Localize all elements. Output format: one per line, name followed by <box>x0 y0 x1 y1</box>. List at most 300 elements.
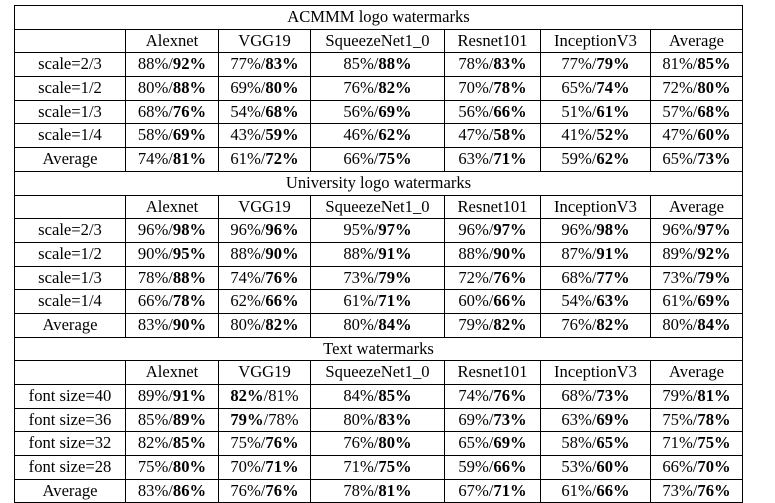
value-after: 81% <box>268 386 299 406</box>
table-row <box>15 456 743 480</box>
table-row <box>15 266 743 290</box>
value-after: 92% <box>697 243 731 263</box>
column-header: InceptionV3 <box>541 361 651 385</box>
value-after: 66% <box>493 101 527 121</box>
value-after: 65% <box>596 433 630 453</box>
table-cell <box>445 313 541 337</box>
value-separator: / <box>692 243 698 263</box>
value-separator: / <box>168 220 173 240</box>
value-before: 61% <box>561 480 592 500</box>
table-cell <box>311 290 445 314</box>
table-cell <box>651 77 743 101</box>
value-before: 47% <box>458 125 489 145</box>
value-after: 91% <box>172 386 207 406</box>
value-before: 68% <box>137 101 169 121</box>
table-cell <box>651 313 743 337</box>
value-before: 68% <box>561 267 592 287</box>
value-before: 79% <box>662 386 693 406</box>
value-after: 75% <box>378 149 412 169</box>
table-cell <box>651 456 743 480</box>
value-after: 83% <box>265 54 299 74</box>
value-separator: / <box>168 243 173 263</box>
value-before: 89% <box>662 243 693 263</box>
table-cell <box>651 124 743 148</box>
value-before: 66% <box>662 457 693 477</box>
value-before: 96% <box>230 220 261 240</box>
value-after: 91% <box>596 243 630 263</box>
value-after: 78% <box>268 409 299 429</box>
value-after: 60% <box>697 125 731 145</box>
value-separator: / <box>692 433 698 453</box>
table-cell <box>541 219 651 243</box>
value-separator: / <box>373 314 379 334</box>
value-separator: / <box>591 409 597 429</box>
value-separator: / <box>168 267 173 287</box>
value-after: 90% <box>265 243 299 263</box>
table-row <box>15 148 743 172</box>
value-separator: / <box>591 78 597 98</box>
table-cell <box>651 148 743 172</box>
table-cell <box>445 53 541 77</box>
table-cell <box>311 385 445 409</box>
table-cell <box>219 219 311 243</box>
table-cell <box>126 385 219 409</box>
value-after: 81% <box>378 480 412 500</box>
table-cell <box>445 242 541 266</box>
table-cell <box>126 242 219 266</box>
table-cell <box>311 242 445 266</box>
table-cell <box>651 479 743 503</box>
column-header: Resnet101 <box>445 361 541 385</box>
table-cell <box>126 266 219 290</box>
value-after: 66% <box>493 291 527 311</box>
value-before: 88% <box>343 243 374 263</box>
value-after: 79% <box>596 54 630 74</box>
table-cell <box>311 313 445 337</box>
table-cell <box>126 148 219 172</box>
value-after: 98% <box>172 220 207 240</box>
value-before: 77% <box>561 54 592 74</box>
table-cell <box>541 266 651 290</box>
table-cell <box>445 266 541 290</box>
value-after: 61% <box>596 101 630 121</box>
value-separator: / <box>168 291 173 311</box>
table-cell <box>311 456 445 480</box>
value-after: 68% <box>265 101 299 121</box>
table-row <box>15 77 743 101</box>
value-before: 68% <box>561 386 592 406</box>
value-before: 79% <box>230 409 264 429</box>
value-separator: / <box>692 78 698 98</box>
value-after: 69% <box>378 101 412 121</box>
value-before: 66% <box>137 291 169 311</box>
value-before: 62% <box>230 291 261 311</box>
table-cell <box>219 290 311 314</box>
table-cell <box>541 432 651 456</box>
table-cell <box>651 385 743 409</box>
value-before: 85% <box>343 54 374 74</box>
value-after: 80% <box>697 78 731 98</box>
value-separator: / <box>692 149 698 169</box>
value-before: 95% <box>343 220 374 240</box>
value-after: 96% <box>265 220 299 240</box>
value-after: 80% <box>378 433 412 453</box>
value-after: 69% <box>596 409 630 429</box>
value-after: 71% <box>265 457 299 477</box>
value-before: 65% <box>458 433 489 453</box>
section-title-row <box>15 337 743 361</box>
value-after: 81% <box>172 149 207 169</box>
value-after: 84% <box>697 314 731 334</box>
row-label: scale=2/3 <box>15 219 126 243</box>
column-header: Resnet101 <box>445 195 541 219</box>
value-separator: / <box>692 457 698 477</box>
value-after: 69% <box>697 291 731 311</box>
value-after: 60% <box>596 457 630 477</box>
value-before: 54% <box>561 291 592 311</box>
value-separator: / <box>692 101 698 121</box>
table-cell <box>445 290 541 314</box>
value-separator: / <box>591 220 597 240</box>
table-cell <box>126 313 219 337</box>
value-after: 80% <box>172 457 207 477</box>
value-separator: / <box>591 386 597 406</box>
value-before: 88% <box>230 243 261 263</box>
value-after: 88% <box>172 78 207 98</box>
value-before: 72% <box>458 267 489 287</box>
value-after: 69% <box>172 125 207 145</box>
column-header: SqueezeNet1_0 <box>311 29 445 53</box>
value-separator: / <box>488 125 494 145</box>
value-before: 59% <box>561 149 592 169</box>
value-after: 63% <box>596 291 630 311</box>
row-label: scale=2/3 <box>15 53 126 77</box>
row-label: scale=1/4 <box>15 124 126 148</box>
section-title-row <box>15 6 743 30</box>
table-cell <box>311 219 445 243</box>
value-before: 76% <box>343 433 374 453</box>
value-before: 80% <box>343 314 374 334</box>
value-after: 86% <box>172 480 207 500</box>
value-separator: / <box>373 291 379 311</box>
value-separator: / <box>373 125 379 145</box>
value-after: 79% <box>378 267 412 287</box>
value-before: 70% <box>230 457 261 477</box>
value-before: 70% <box>458 78 489 98</box>
value-before: 72% <box>662 78 693 98</box>
table-cell <box>219 124 311 148</box>
value-after: 88% <box>378 54 412 74</box>
value-after: 76% <box>697 480 731 500</box>
value-separator: / <box>488 291 494 311</box>
value-separator: / <box>168 409 173 429</box>
value-after: 70% <box>697 457 731 477</box>
row-label: Average <box>15 479 126 503</box>
table-cell <box>651 432 743 456</box>
value-before: 79% <box>458 314 489 334</box>
table-cell <box>311 148 445 172</box>
value-separator: / <box>373 243 379 263</box>
value-after: 75% <box>378 457 412 477</box>
value-separator: / <box>263 386 269 406</box>
value-after: 90% <box>172 314 207 334</box>
table-cell <box>311 53 445 77</box>
table-cell <box>651 266 743 290</box>
row-label: font size=40 <box>15 385 126 409</box>
value-before: 60% <box>458 291 489 311</box>
value-before: 41% <box>561 125 592 145</box>
table-cell <box>219 53 311 77</box>
table-cell <box>651 100 743 124</box>
value-after: 83% <box>493 54 527 74</box>
value-separator: / <box>692 291 698 311</box>
table-cell <box>445 77 541 101</box>
value-before: 85% <box>137 409 169 429</box>
value-separator: / <box>488 433 494 453</box>
value-after: 84% <box>378 314 412 334</box>
value-after: 76% <box>265 267 299 287</box>
value-before: 81% <box>662 54 693 74</box>
value-before: 89% <box>137 386 169 406</box>
table-row <box>15 219 743 243</box>
value-separator: / <box>260 433 266 453</box>
value-before: 80% <box>137 78 169 98</box>
value-separator: / <box>488 457 494 477</box>
value-separator: / <box>260 125 266 145</box>
value-separator: / <box>168 386 173 406</box>
value-separator: / <box>488 220 494 240</box>
value-before: 69% <box>458 409 489 429</box>
column-header: Average <box>651 29 743 53</box>
value-before: 82% <box>230 386 264 406</box>
value-before: 61% <box>343 291 374 311</box>
value-after: 88% <box>172 267 207 287</box>
value-separator: / <box>168 480 173 500</box>
value-separator: / <box>591 125 597 145</box>
table-cell <box>541 124 651 148</box>
value-after: 66% <box>493 457 527 477</box>
value-after: 66% <box>265 291 299 311</box>
value-separator: / <box>692 409 698 429</box>
value-after: 78% <box>493 78 527 98</box>
value-after: 95% <box>172 243 207 263</box>
value-before: 46% <box>343 125 374 145</box>
value-after: 71% <box>493 149 527 169</box>
table-cell <box>219 479 311 503</box>
value-separator: / <box>488 480 494 500</box>
column-header-row <box>15 195 743 219</box>
results-table-container <box>14 5 743 503</box>
table-cell <box>219 77 311 101</box>
row-label: scale=1/3 <box>15 100 126 124</box>
table-cell <box>311 408 445 432</box>
value-after: 74% <box>596 78 630 98</box>
value-separator: / <box>591 291 597 311</box>
value-separator: / <box>260 480 266 500</box>
value-separator: / <box>692 480 698 500</box>
value-separator: / <box>168 125 173 145</box>
column-header <box>15 195 126 219</box>
value-separator: / <box>373 386 379 406</box>
table-cell <box>219 432 311 456</box>
value-separator: / <box>591 101 597 121</box>
value-before: 77% <box>230 54 261 74</box>
table-cell <box>541 242 651 266</box>
value-after: 98% <box>596 220 630 240</box>
value-separator: / <box>373 54 379 74</box>
value-before: 61% <box>230 149 261 169</box>
value-before: 56% <box>343 101 374 121</box>
table-cell <box>541 148 651 172</box>
value-separator: / <box>591 267 597 287</box>
value-separator: / <box>373 220 379 240</box>
value-separator: / <box>168 54 173 74</box>
value-separator: / <box>692 125 698 145</box>
table-cell <box>445 148 541 172</box>
table-cell <box>126 479 219 503</box>
value-before: 80% <box>662 314 693 334</box>
value-separator: / <box>373 101 379 121</box>
value-after: 58% <box>493 125 527 145</box>
table-cell <box>541 456 651 480</box>
table-cell <box>219 100 311 124</box>
column-header-row <box>15 29 743 53</box>
value-before: 78% <box>458 54 489 74</box>
table-cell <box>219 148 311 172</box>
value-after: 77% <box>596 267 630 287</box>
value-after: 59% <box>265 125 299 145</box>
table-cell <box>445 408 541 432</box>
table-cell <box>311 124 445 148</box>
section-title: Text watermarks <box>15 337 743 361</box>
table-row <box>15 100 743 124</box>
value-separator: / <box>488 149 494 169</box>
value-before: 74% <box>458 386 489 406</box>
value-after: 82% <box>378 78 412 98</box>
value-after: 97% <box>493 220 527 240</box>
value-separator: / <box>488 409 494 429</box>
value-after: 85% <box>172 433 207 453</box>
value-after: 83% <box>378 409 412 429</box>
table-cell <box>541 290 651 314</box>
value-separator: / <box>488 243 494 263</box>
value-after: 78% <box>697 409 731 429</box>
value-before: 58% <box>137 125 169 145</box>
value-separator: / <box>488 314 494 334</box>
value-separator: / <box>260 220 266 240</box>
value-after: 82% <box>596 314 630 334</box>
row-label: scale=1/3 <box>15 266 126 290</box>
table-cell <box>541 313 651 337</box>
column-header: VGG19 <box>219 361 311 385</box>
table-cell <box>126 290 219 314</box>
value-after: 97% <box>378 220 412 240</box>
value-before: 54% <box>230 101 261 121</box>
section-title: ACMMM logo watermarks <box>15 6 743 30</box>
value-before: 82% <box>137 433 169 453</box>
value-before: 73% <box>662 267 693 287</box>
value-separator: / <box>692 267 698 287</box>
row-label: font size=32 <box>15 432 126 456</box>
table-cell <box>126 77 219 101</box>
table-cell <box>311 432 445 456</box>
table-cell <box>219 385 311 409</box>
value-separator: / <box>488 101 494 121</box>
value-after: 78% <box>172 291 207 311</box>
table-cell <box>541 408 651 432</box>
value-after: 68% <box>697 101 731 121</box>
value-before: 51% <box>561 101 592 121</box>
row-label: font size=28 <box>15 456 126 480</box>
value-before: 67% <box>458 480 489 500</box>
value-before: 75% <box>137 457 169 477</box>
table-cell <box>126 219 219 243</box>
value-separator: / <box>260 267 266 287</box>
value-after: 89% <box>172 409 207 429</box>
value-separator: / <box>168 433 173 453</box>
value-before: 96% <box>561 220 592 240</box>
table-cell <box>126 124 219 148</box>
value-before: 96% <box>137 220 169 240</box>
column-header: VGG19 <box>219 195 311 219</box>
value-separator: / <box>488 54 494 74</box>
value-after: 76% <box>172 101 207 121</box>
table-cell <box>651 242 743 266</box>
value-before: 80% <box>230 314 261 334</box>
value-before: 88% <box>137 54 169 74</box>
column-header: SqueezeNet1_0 <box>311 195 445 219</box>
row-label: scale=1/4 <box>15 290 126 314</box>
value-after: 69% <box>493 433 527 453</box>
value-after: 73% <box>596 386 630 406</box>
column-header: Average <box>651 195 743 219</box>
value-separator: / <box>260 457 266 477</box>
value-before: 80% <box>343 409 374 429</box>
value-after: 62% <box>378 125 412 145</box>
column-header: Average <box>651 361 743 385</box>
value-after: 91% <box>378 243 412 263</box>
table-cell <box>445 385 541 409</box>
table-row <box>15 53 743 77</box>
value-after: 92% <box>172 54 207 74</box>
section-title: University logo watermarks <box>15 171 743 195</box>
value-separator: / <box>488 267 494 287</box>
table-cell <box>445 219 541 243</box>
value-separator: / <box>260 314 266 334</box>
row-label: Average <box>15 148 126 172</box>
value-separator: / <box>488 386 494 406</box>
table-cell <box>126 53 219 77</box>
value-before: 87% <box>561 243 592 263</box>
column-header: VGG19 <box>219 29 311 53</box>
value-after: 73% <box>697 149 731 169</box>
value-separator: / <box>591 54 597 74</box>
value-after: 82% <box>265 314 299 334</box>
value-separator: / <box>591 149 597 169</box>
column-header <box>15 361 126 385</box>
value-after: 75% <box>697 433 731 453</box>
table-cell <box>445 432 541 456</box>
section-title-row <box>15 171 743 195</box>
table-row <box>15 124 743 148</box>
column-header: Alexnet <box>126 195 219 219</box>
value-separator: / <box>263 409 269 429</box>
value-before: 96% <box>662 220 693 240</box>
value-before: 83% <box>137 480 169 500</box>
column-header: SqueezeNet1_0 <box>311 361 445 385</box>
table-row <box>15 479 743 503</box>
column-header: Resnet101 <box>445 29 541 53</box>
